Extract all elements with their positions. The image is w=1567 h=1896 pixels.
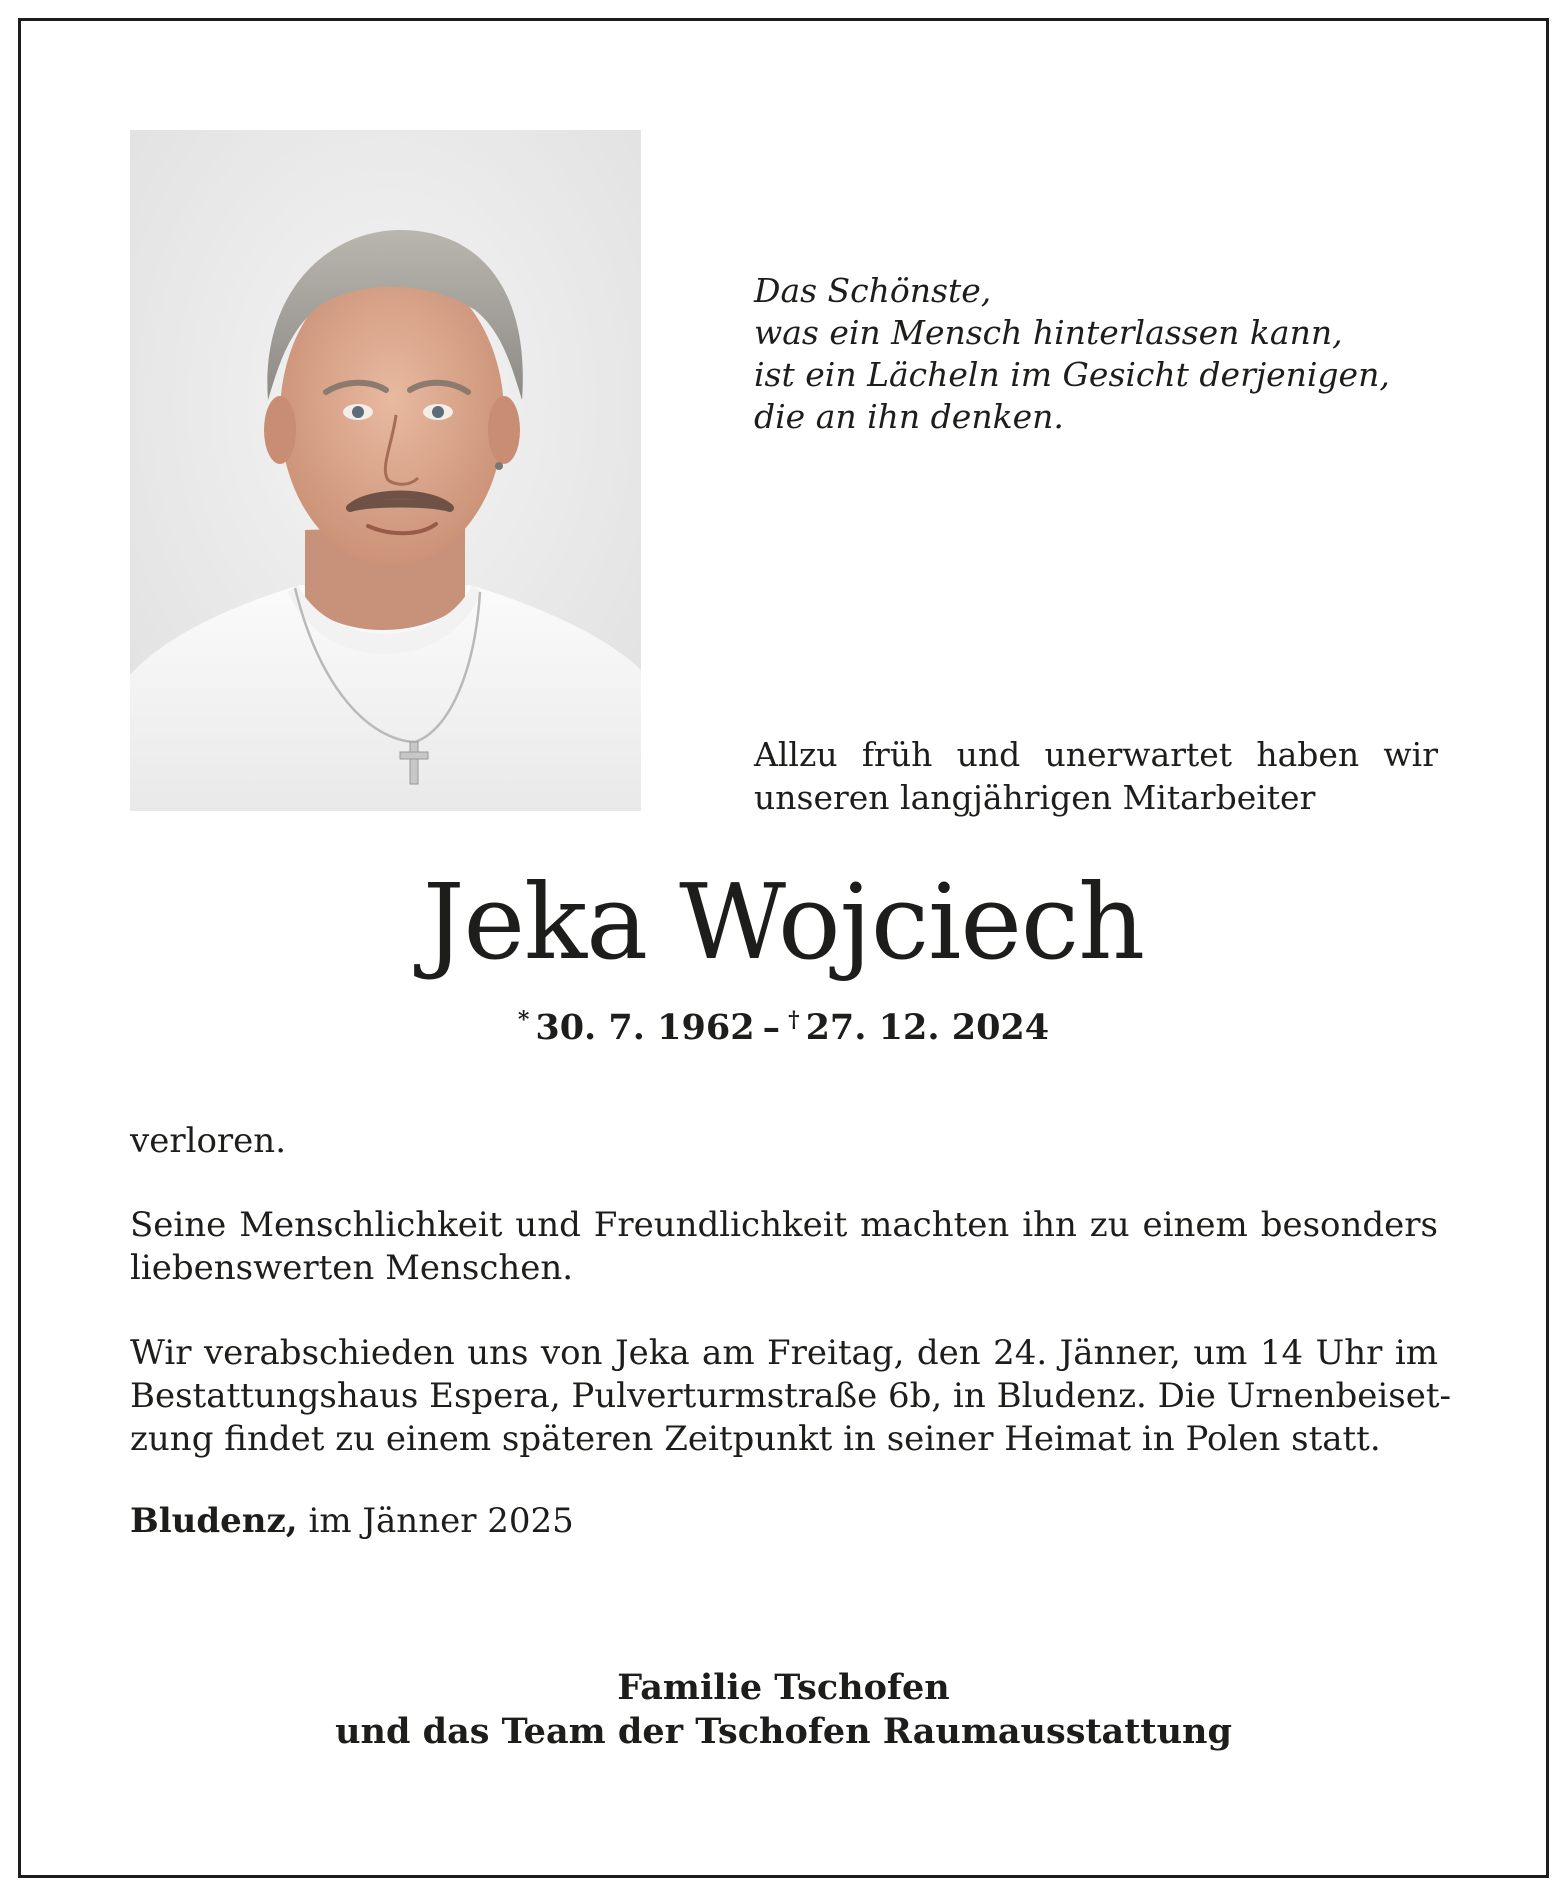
body-paragraph-3 bbox=[130, 1332, 1452, 1461]
quote-line: ist ein Lächeln im Gesicht derjenigen, bbox=[754, 355, 1390, 394]
portrait-photo bbox=[130, 130, 641, 811]
quote-line: die an ihn denken. bbox=[754, 397, 1064, 436]
body-paragraph-1 bbox=[130, 1120, 1438, 1163]
memorial-quote bbox=[754, 270, 1454, 438]
birth-symbol: * bbox=[517, 1007, 530, 1033]
quote-line: Das Schönste, bbox=[754, 271, 992, 310]
signer-line: und das Team der Tschofen Raumausstattung bbox=[335, 1711, 1232, 1752]
intro-line: Allzu früh und unerwartet haben wir bbox=[754, 735, 1438, 774]
body-line: zung findet zu einem späteren Zeitpunkt in seiner Heimat in Polen statt. bbox=[130, 1419, 1381, 1459]
intro-line: unseren langjährigen Mitarbeiter bbox=[754, 778, 1316, 817]
deceased-name: Jeka Wojciech bbox=[422, 861, 1145, 983]
quote-line: was ein Mensch hinterlassen kann, bbox=[754, 313, 1343, 352]
body-paragraph-2 bbox=[130, 1204, 1438, 1290]
body-line: Seine Menschlichkeit und Freundlichkeit machten ihn zu einem besonders bbox=[130, 1205, 1438, 1245]
birth-date: 30. 7. 1962 bbox=[535, 1007, 755, 1048]
date-separator: – bbox=[762, 1007, 781, 1048]
place-and-date bbox=[130, 1500, 574, 1543]
death-symbol: † bbox=[788, 1007, 800, 1033]
place: Bludenz, bbox=[130, 1501, 298, 1541]
signer-line: Familie Tschofen bbox=[617, 1667, 950, 1708]
body-line: Wir verabschieden uns von Jeka am Freitag, den 24. Jänner, um 14 Uhr im bbox=[130, 1333, 1438, 1373]
body-line: verloren. bbox=[130, 1121, 287, 1161]
body-line: Bestattungshaus Espera, Pulverturmstraße 6b, in Bludenz. Die Urnenbeiset- bbox=[130, 1376, 1452, 1416]
intro-text bbox=[754, 733, 1438, 819]
date: im Jänner 2025 bbox=[308, 1501, 574, 1541]
body-line: liebenswerten Menschen. bbox=[130, 1248, 574, 1288]
signers bbox=[0, 1666, 1567, 1754]
life-dates bbox=[0, 996, 1567, 1052]
death-date: 27. 12. 2024 bbox=[805, 1007, 1050, 1048]
